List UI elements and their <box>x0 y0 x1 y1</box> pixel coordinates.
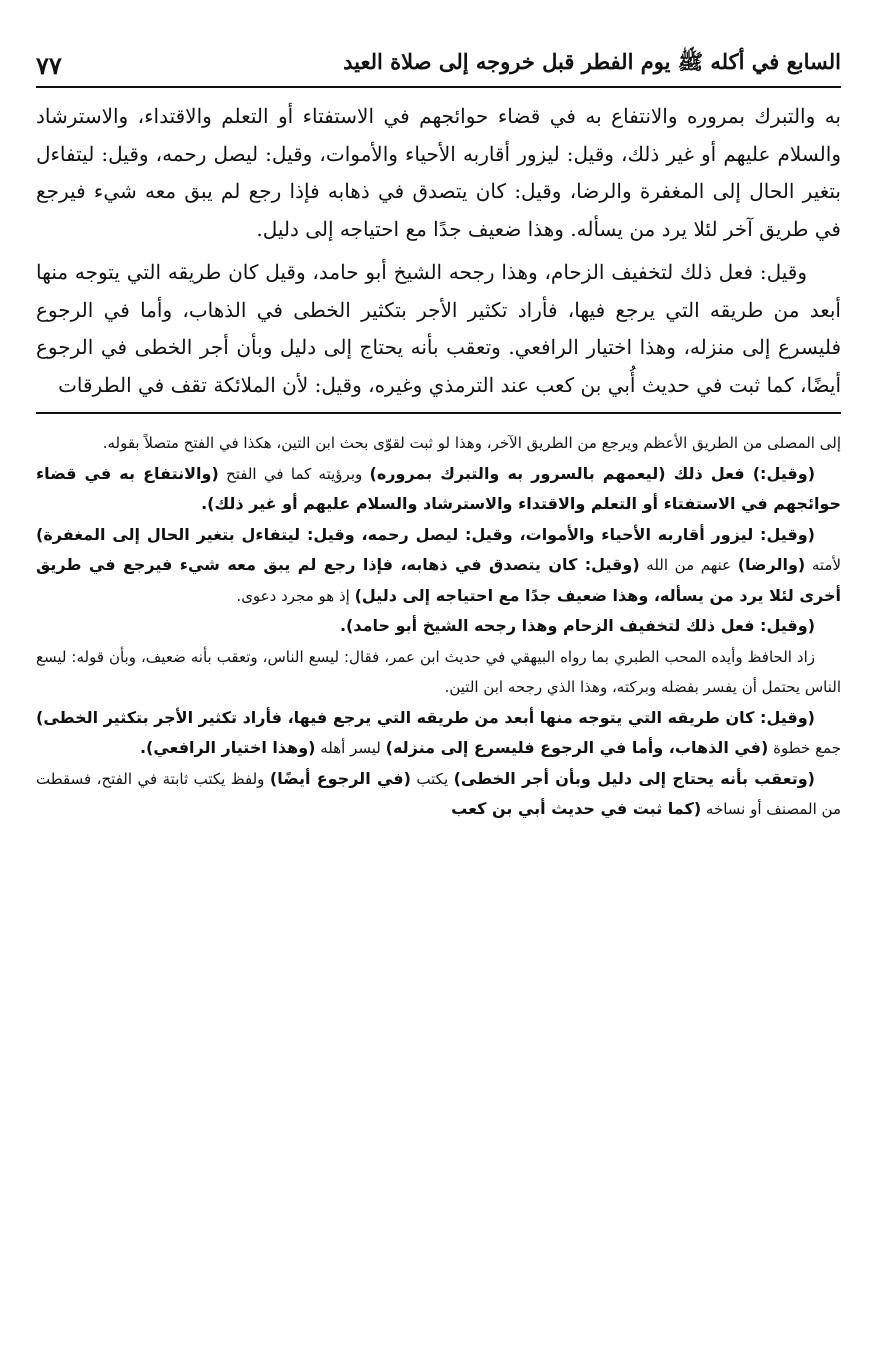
commentary-paragraph-4 <box>36 611 841 642</box>
quoted-text: (وقيل:) فعل ذلك <box>665 463 816 483</box>
page-header <box>36 0 841 86</box>
gloss-text: وبرؤيته كما في الفتح <box>218 464 370 483</box>
running-title: السابع في أكله ﷺ يوم الفطر قبل خروجه إلى صلاة العيد <box>343 49 841 74</box>
gloss-text: جمع خطوة <box>768 739 841 757</box>
gloss-text: ولفظ يكتب ثابتة في الفتح، فسقطت من المصنف أو نساخه <box>36 769 841 818</box>
gloss-text: عنهم من الله <box>639 556 738 574</box>
quoted-text: (في الرجوع أيضًا) <box>269 768 411 788</box>
quoted-text: (وتعقب بأنه يحتاج إلى دليل وبأن أجر الخطى) <box>453 768 815 788</box>
commentary-paragraph-1: إلى المصلى من الطريق الأعظم ويرجع من الطريق الآخر، وهذا لو ثبت لقوّى بحث ابن التين، هكذا في الفتح متصلاً بقوله. <box>102 434 841 452</box>
quoted-text: (ليعمهم بالسرور به والتبرك بمروره) <box>369 463 666 483</box>
quoted-text: (وهذا اختيار الرافعي). <box>139 738 316 757</box>
footnote-separator <box>36 412 841 414</box>
gloss-text: إذ هو مجرد دعوى. <box>236 586 355 605</box>
gloss-text: يكتب <box>410 769 454 788</box>
main-text <box>36 98 841 404</box>
gloss-text: ليسر أهله <box>315 739 386 757</box>
commentary-paragraph-3 <box>36 520 841 612</box>
quoted-text: (وقيل: كان يتصدق في ذهابه، فإذا رجع لم يبق معه شيء فيرجع في طريق أخرى لئلا يرد من يسأله، وهذا ضعيف جدًا مع احتياجه إلى دليل) <box>36 555 841 605</box>
quoted-text: (وقيل: فعل ذلك لتخفيف الزحام وهذا رجحه الشيخ أبو حامد). <box>339 616 815 635</box>
commentary-paragraph-7 <box>36 764 841 825</box>
main-paragraph-2: وقيل: فعل ذلك لتخفيف الزحام، وهذا رجحه الشيخ أبو حامد، وقيل كان طريقه التي يتوجه منها أبعد من طريقه التي يرجع فيها، فأراد تكثير الأجر بتكثير الخطى في الذهاب، وأما في الرجوع فليسرع إلى منزله، وهذا اختيار الرافعي. وتعقب بأنه يحتاج إلى دليل وبأن أجر الخطى في الرجوع أيضًا، كما ثبت في حديث أُبي بن كعب عند الترمذي وغيره، وقيل: لأن الملائكة تقف في الطرقات <box>36 260 841 397</box>
header-rule <box>36 86 841 88</box>
commentary <box>36 428 841 825</box>
page-number: ٧٧ <box>36 51 62 80</box>
quoted-text: (والرضا) <box>737 555 806 574</box>
quoted-text: (في الذهاب، وأما في الرجوع فليسرع إلى منزله) <box>385 738 769 757</box>
main-paragraph-1: به والتبرك بمروره والانتفاع به في قضاء حوائجهم في الاستفتاء أو التعلم والاقتداء، والاسترشاد والسلام عليهم أو غير ذلك، وقيل: ليزور أقاربه الأحياء والأموات، وقيل: ليصل رحمه، وقيل: ليتفاءل بتغير الحال إلى المغفرة والرضا، وقيل: كان يتصدق في ذهابه فإذا رجع لم يبق معه شيء فيرجع في طريق آخر لئلا يرد من يسأله. وهذا ضعيف جدًا مع احتياجه إلى دليل. <box>36 104 841 241</box>
quoted-text: (وقيل: كان طريقه التي يتوجه منها أبعد من طريقه التي يرجع فيها، فأراد تكثير الأجر بتكثير الخطى) <box>36 707 815 727</box>
commentary-paragraph-2 <box>36 459 841 520</box>
quoted-text: (وقيل: ليزور أقاربه الأحياء والأموات، وقيل: ليصل رحمه، وقيل: ليتفاءل بتغير الحال إلى المغفرة) <box>36 524 815 544</box>
commentary-paragraph-6 <box>36 703 841 764</box>
commentary-paragraph-5: زاد الحافظ وأيده المحب الطبري بما رواه البيهقي في حديث ابن عمر، فقال: ليسع الناس، وتعقب بأنه ضعيف، وبأن قوله: ليسع الناس يحتمل أن يفسر بفضله وبركته، وهذا الذي رجحه ابن التين. <box>36 647 841 696</box>
quoted-text: (كما ثبت في حديث أبي بن كعب <box>451 799 702 818</box>
quoted-text: (والانتفاع به في قضاء حوائجهم في الاستفتاء أو التعلم والاقتداء والاسترشاد والسلام عليهم أو غير ذلك). <box>36 463 841 513</box>
gloss-text: لأمته <box>805 556 841 574</box>
